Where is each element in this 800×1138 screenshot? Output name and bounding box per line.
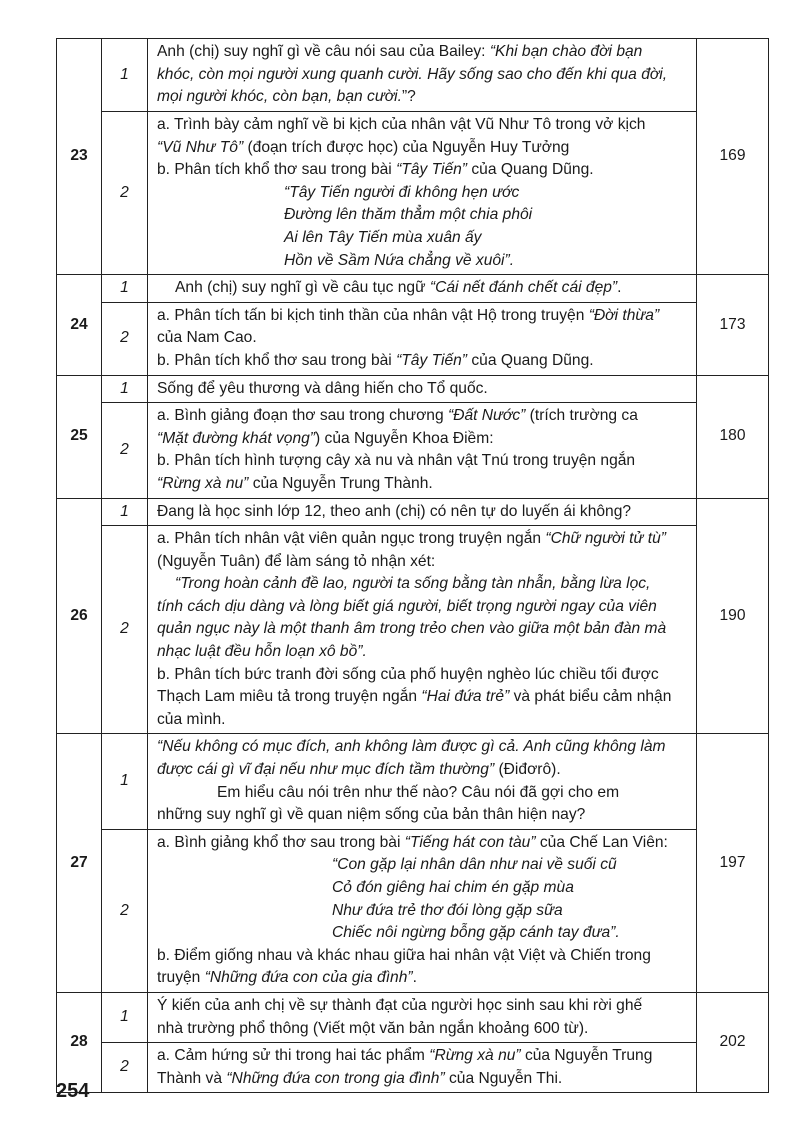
page-reference: 197	[697, 734, 769, 993]
topic-row-23-q2	[57, 112, 769, 275]
page-number: 254	[56, 1080, 90, 1102]
poem-line: Như đứa trẻ thơ đói lòng gặp sữa	[332, 901, 563, 919]
question-number: 2	[102, 1043, 148, 1093]
topic-number: 23	[57, 39, 102, 275]
question-number: 1	[102, 375, 148, 403]
topic-row-26-q1	[57, 498, 769, 526]
page-reference: 169	[697, 39, 769, 275]
topic-row-24-q1	[57, 275, 769, 303]
exam-topics-table	[56, 38, 769, 1093]
topic-number: 28	[57, 992, 102, 1092]
poem-line: “Tây Tiến người đi không hẹn ước	[284, 183, 520, 201]
question-text: Đang là học sinh lớp 12, theo anh (chị) có nên tự do luyến ái không?	[148, 498, 697, 526]
poem-line: Ai lên Tây Tiến mùa xuân ấy	[284, 228, 482, 246]
topic-row-23-q1	[57, 39, 769, 112]
question-text: a. Phân tích nhân vật viên quản ngục trong truyện ngắn “Chữ người tử tù” (Nguyễn Tuân) để làm sáng tỏ nhận xét: “Trong hoàn cảnh đề lao, người ta sống bằng tàn nhẫn, bằng lừa lọc, tính cách dịu dàng và lòng biết giá người, biết trọng người ngay của viên quản ngục này là một thanh âm trong trẻo chen vào giữa một bản đàn mà nhạc luật đều hỗn loạn xô bồ”. b. Phân tích bức tranh đời sống của phố huyện nghèo lúc chiều tối được Thạch Lam miêu tả trong truyện ngắn “Hai đứa trẻ” và phát biểu cảm nhận của mình.	[148, 526, 697, 734]
question-text: Ý kiến của anh chị về sự thành đạt của người học sinh sau khi rời ghế nhà trường phổ thông (Viết một văn bản ngắn khoảng 600 từ).	[148, 992, 697, 1042]
question-number: 2	[102, 829, 148, 992]
question-text: a. Trình bày cảm nghĩ về bi kịch của nhân vật Vũ Như Tô trong vở kịch “Vũ Như Tô” (đoạn trích được học) của Nguyễn Huy Tưởng b. Phân tích khổ thơ sau trong bài “Tây Tiến” của Quang Dũng. “Tây Tiến người đi không hẹn ước Đường lên thăm thẳm một chia phôi Ai lên Tây Tiến mùa xuân ấy Hồn về Sầm Nứa chẳng về xuôi”.	[148, 112, 697, 275]
question-number: 1	[102, 498, 148, 526]
question-number: 2	[102, 112, 148, 275]
poem-line: “Con gặp lại nhân dân như nai về suối cũ	[332, 856, 617, 874]
question-number: 1	[102, 275, 148, 303]
question-number: 2	[102, 526, 148, 734]
page-reference: 190	[697, 498, 769, 734]
topic-number: 25	[57, 375, 102, 498]
page-reference: 202	[697, 992, 769, 1092]
question-text: a. Bình giảng khổ thơ sau trong bài “Tiếng hát con tàu” của Chế Lan Viên: “Con gặp lại nhân dân như nai về suối cũ Cỏ đón giêng hai chim én gặp mùa Như đứa trẻ thơ đói lòng gặp sữa Chiếc nôi ngừng bỗng gặp cánh tay đưa”. b. Điểm giống nhau và khác nhau giữa hai nhân vật Việt và Chiến trong truyện “Những đứa con của gia đình”.	[148, 829, 697, 992]
question-number: 1	[102, 992, 148, 1042]
question-text: Anh (chị) suy nghĩ gì về câu tục ngữ “Cái nết đánh chết cái đẹp”.	[148, 275, 697, 303]
page-reference: 180	[697, 375, 769, 498]
question-text: a. Cảm hứng sử thi trong hai tác phẩm “Rừng xà nu” của Nguyễn Trung Thành và “Những đứa con trong gia đình” của Nguyễn Thi.	[148, 1043, 697, 1093]
poem-line: Hồn về Sầm Nứa chẳng về xuôi”.	[284, 251, 515, 269]
poem-line: Cỏ đón giêng hai chim én gặp mùa	[332, 879, 574, 896]
topic-row-27-q1	[57, 734, 769, 829]
topic-row-25-q2	[57, 403, 769, 498]
question-text: Anh (chị) suy nghĩ gì về câu nói sau của Bailey: “Khi bạn chào đời bạn khóc, còn mọi người xung quanh cười. Hãy sống sao cho đến khi qua đời, mọi người khóc, còn bạn, bạn cười.”?	[148, 39, 697, 112]
question-text: Sống để yêu thương và dâng hiến cho Tổ quốc.	[148, 375, 697, 403]
topic-row-28-q2	[57, 1043, 769, 1093]
question-number: 1	[102, 734, 148, 829]
topic-row-27-q2	[57, 829, 769, 992]
topic-number: 26	[57, 498, 102, 734]
question-text: a. Phân tích tấn bi kịch tinh thần của nhân vật Hộ trong truyện “Đời thừa” của Nam Cao. b. Phân tích khổ thơ sau trong bài “Tây Tiến” của Quang Dũng.	[148, 302, 697, 375]
page-reference: 173	[697, 275, 769, 375]
topic-number: 27	[57, 734, 102, 993]
question-text: “Nếu không có mục đích, anh không làm được gì cả. Anh cũng không làm được cái gì vĩ đại nếu như mục đích tầm thường” (Điđơrô). Em hiểu câu nói trên như thế nào? Câu nói đã gợi cho em những suy nghĩ gì về quan niệm sống của bản thân hiện nay?	[148, 734, 697, 829]
topic-row-25-q1	[57, 375, 769, 403]
poem-line: Chiếc nôi ngừng bỗng gặp cánh tay đưa”.	[332, 924, 620, 942]
poem-line: Đường lên thăm thẳm một chia phôi	[284, 206, 533, 224]
topic-row-24-q2	[57, 302, 769, 375]
question-number: 1	[102, 39, 148, 112]
topic-row-26-q2	[57, 526, 769, 734]
topic-number: 24	[57, 275, 102, 375]
topic-row-28-q1	[57, 992, 769, 1042]
question-number: 2	[102, 403, 148, 498]
question-number: 2	[102, 302, 148, 375]
question-text: a. Bình giảng đoạn thơ sau trong chương “Đất Nước” (trích trường ca “Mặt đường khát vọng”) của Nguyễn Khoa Điềm: b. Phân tích hình tượng cây xà nu và nhân vật Tnú trong truyện ngắn “Rừng xà nu” của Nguyễn Trung Thành.	[148, 403, 697, 498]
